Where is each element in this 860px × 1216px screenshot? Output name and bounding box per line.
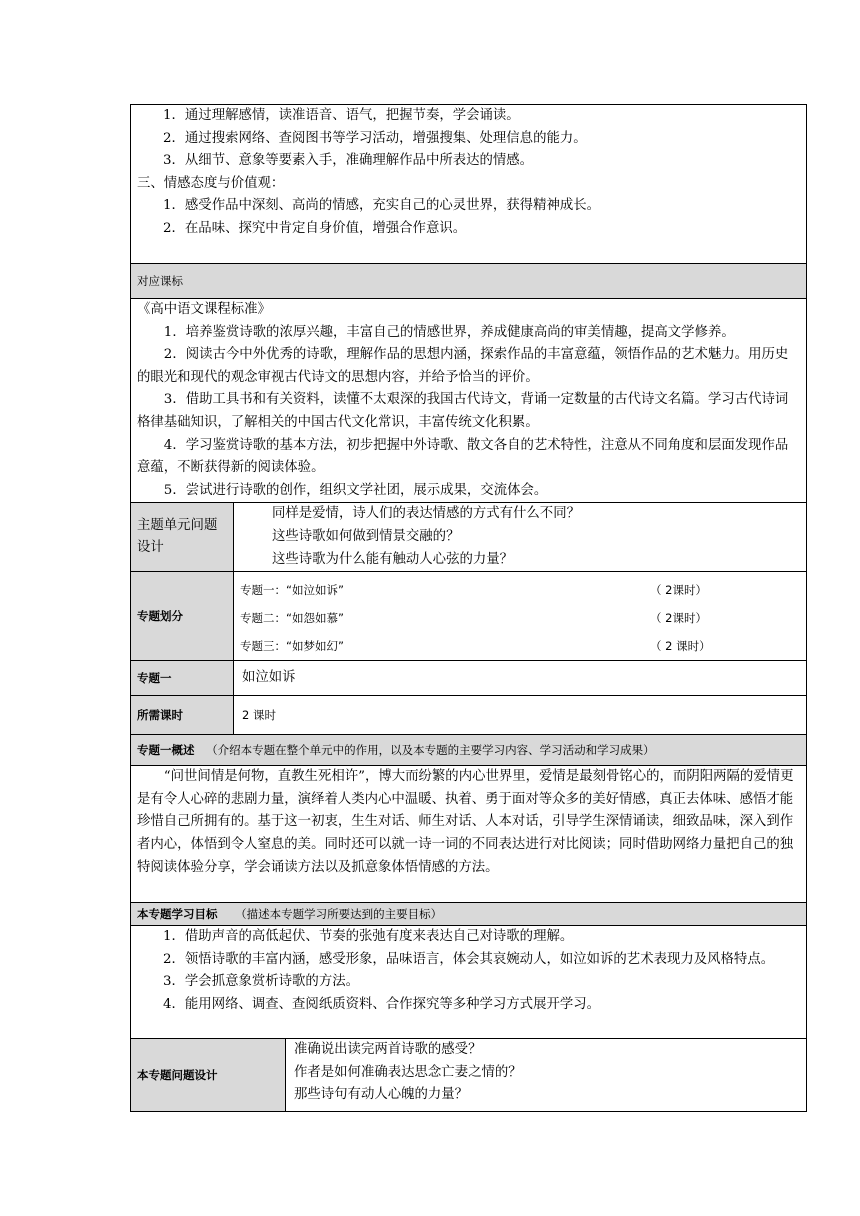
overview-header-note: （介绍本专题在整个单元中的作用，以及本专题的主要学习内容、学习活动和学习成果） [206,743,655,758]
goals-row [131,926,807,1039]
attitude-line: 2．在品味、探究中肯定自身价值，增强合作意识。 [163,220,467,236]
topic-item [240,604,800,632]
topic1-row [131,661,807,696]
unit-question: 这些诗歌如何做到情景交融的？ [272,528,460,544]
standard-item: 2．阅读古今中外优秀的诗歌，理解作品的思想内涵，探索作品的丰富意蕴，领悟作品的艺术魅力。用历史的眼光和现代的观念审视古代诗文的思想内容，并给予恰当的评价。 [137,347,789,385]
topic-item [240,576,800,604]
goal-item: 1．借助声音的高低起伏、节奏的张弛有度来表达自己对诗歌的理解。 [163,929,574,945]
topic-item [240,632,800,660]
topic-hours: （ 2课时） [650,583,707,598]
hours-label: 所需课时 [137,708,183,723]
unit-questions-label: 主题单元问题设计 [137,517,218,556]
objective-line: 2．通过搜索网络、查阅图书等学习活动，增强搜集、处理信息的能力。 [163,130,587,146]
attitude-heading: 三、情感态度与价值观： [137,175,285,191]
objectives-row [131,105,807,264]
goals-header-row [131,903,807,926]
standard-item: 4．学习鉴赏诗歌的基本方法，初步把握中外诗歌、散文各自的艺术特性，注意从不同角度和层面发现作品意蕴，不断获得新的阅读体验。 [137,437,789,476]
standards-row [131,299,807,503]
unit-questions-row [131,503,807,572]
topic-hours: （ 2课时） [650,611,707,626]
standards-title: 《高中语文课程标准》 [137,302,271,317]
standard-item: 5．尝试进行诗歌的创作，组织文学社团，展示成果，交流体会。 [163,482,548,498]
topic-hours: （ 2 课时） [650,639,711,654]
topic1-label: 专题一 [137,671,172,686]
unit-question: 同样是爱情，诗人们的表达情感的方式有什么不同？ [272,506,580,522]
unit-question: 这些诗歌为什么能有触动人心弦的力量？ [272,551,514,567]
topic1-value: 如泣如诉 [242,669,296,685]
goal-item: 3．学会抓意象赏析诗歌的方法。 [163,974,359,990]
topic-questions-label: 本专题问题设计 [137,1068,218,1083]
goal-item: 4．能用网络、调查、查阅纸质资料、合作探究等多种学习方式展开学习。 [163,996,601,1012]
overview-header-title: 专题一概述 [137,743,195,758]
attitude-line: 1．感受作品中深刻、高尚的情感，充实自己的心灵世界，获得精神成长。 [163,198,601,214]
overview-row [131,766,807,903]
hours-value: 2 课时 [242,708,276,723]
standard-item: 1．培养鉴赏诗歌的浓厚兴趣，丰富自己的情感世界，养成健康高尚的审美情趣，提高文学修养。 [163,324,735,340]
standards-header: 对应课标 [137,274,183,288]
topic-questions-row [131,1039,807,1112]
goal-item: 2．领悟诗歌的丰富内涵，感受形象，品味语言，体会其哀婉动人，如泣如诉的艺术表现力及风格特点。 [163,951,775,967]
topic-question: 作者是如何准确表达思念亡妻之情的？ [294,1064,522,1080]
standards-header-row [131,264,807,299]
objective-line: 3．从细节、意象等要素入手，准确理解作品中所表达的情感。 [163,153,534,169]
overview-header-row [131,735,807,766]
goals-header-note: （描述本专题学习所要达到的主要目标） [235,907,443,922]
lesson-plan-document [130,104,806,1112]
topics-row [131,572,807,661]
hours-row [131,696,807,735]
goals-header-title: 本专题学习目标 [137,907,218,922]
lesson-plan-table [130,104,807,1112]
topic-question: 准确说出读完两首诗歌的感受？ [294,1042,482,1058]
overview-text: “问世间情是何物，直教生死相许”，博大而纷繁的内心世界里，爱情是最刻骨铭心的，而阴阳两隔的爱情更是有令人心碎的悲剧力量，演绎着人类内心中温暖、执着、勇于面对等众多的美好情感，真正去体味、感悟才能珍惜自己所拥有的。基于这一初衷，生生对话、师生对话、人本对话，引导学生深情诵读，细致品味，深入到作者内心，体悟到令人窒息的美。同时还可以就一诗一词的不同表达进行对比阅读；同时借助网络力量把自己的独特阅读体验分享，学会诵读方法以及抓意象体悟情感的方法。 [137,769,794,875]
topic-name: 专题三：“如梦如幻” [240,639,344,654]
objective-line: 1．通过理解感情，读准语音、语气，把握节奏，学会诵读。 [163,108,520,123]
topic-name: 专题二：“如怨如慕” [240,611,344,626]
topics-label: 专题划分 [137,609,183,624]
standard-item: 3．借助工具书和有关资料，读懂不太艰深的我国古代诗文，背诵一定数量的古代诗文名篇。学习古代诗词格律基础知识，了解相关的中国古代文化常识，丰富传统文化积累。 [137,392,789,430]
topic-name: 专题一：“如泣如诉” [240,583,344,598]
topic-question: 那些诗句有动人心魄的力量？ [294,1087,469,1103]
